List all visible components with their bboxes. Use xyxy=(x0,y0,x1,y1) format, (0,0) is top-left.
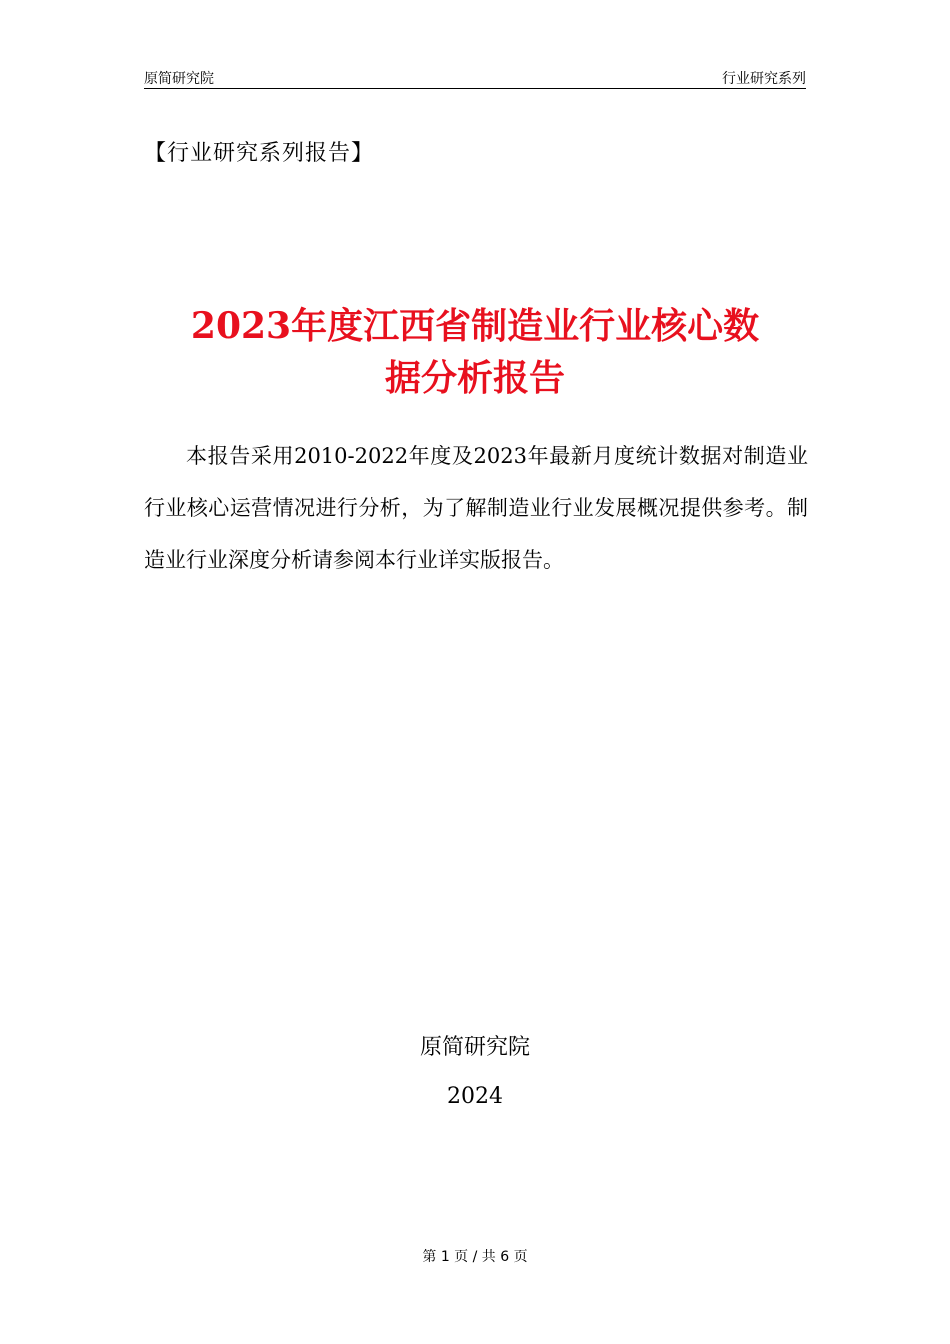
header-series-name: 行业研究系列 xyxy=(722,71,806,87)
title-line-2: 据分析报告 xyxy=(384,357,565,399)
publisher-name: 原简研究院 xyxy=(419,1035,530,1060)
abstract-paragraph: 本报告采用2010-2022年度及2023年最新月度统计数据对制造业行业核心运营情况进行分析，为了解制造业行业发展概况提供参考。制造业行业深度分析请参阅本行业详实版报告。 xyxy=(144,444,808,572)
series-tag: 【行业研究系列报告】 xyxy=(144,141,375,166)
page-number: 第 1 页 / 共 6 页 xyxy=(422,1249,528,1265)
page-header xyxy=(144,66,806,89)
document-title xyxy=(144,300,806,404)
publication-year: 2024 xyxy=(447,1084,503,1109)
header-org-name: 原简研究院 xyxy=(144,71,214,87)
title-line-1: 2023年度江西省制造业行业核心数 xyxy=(190,305,760,347)
